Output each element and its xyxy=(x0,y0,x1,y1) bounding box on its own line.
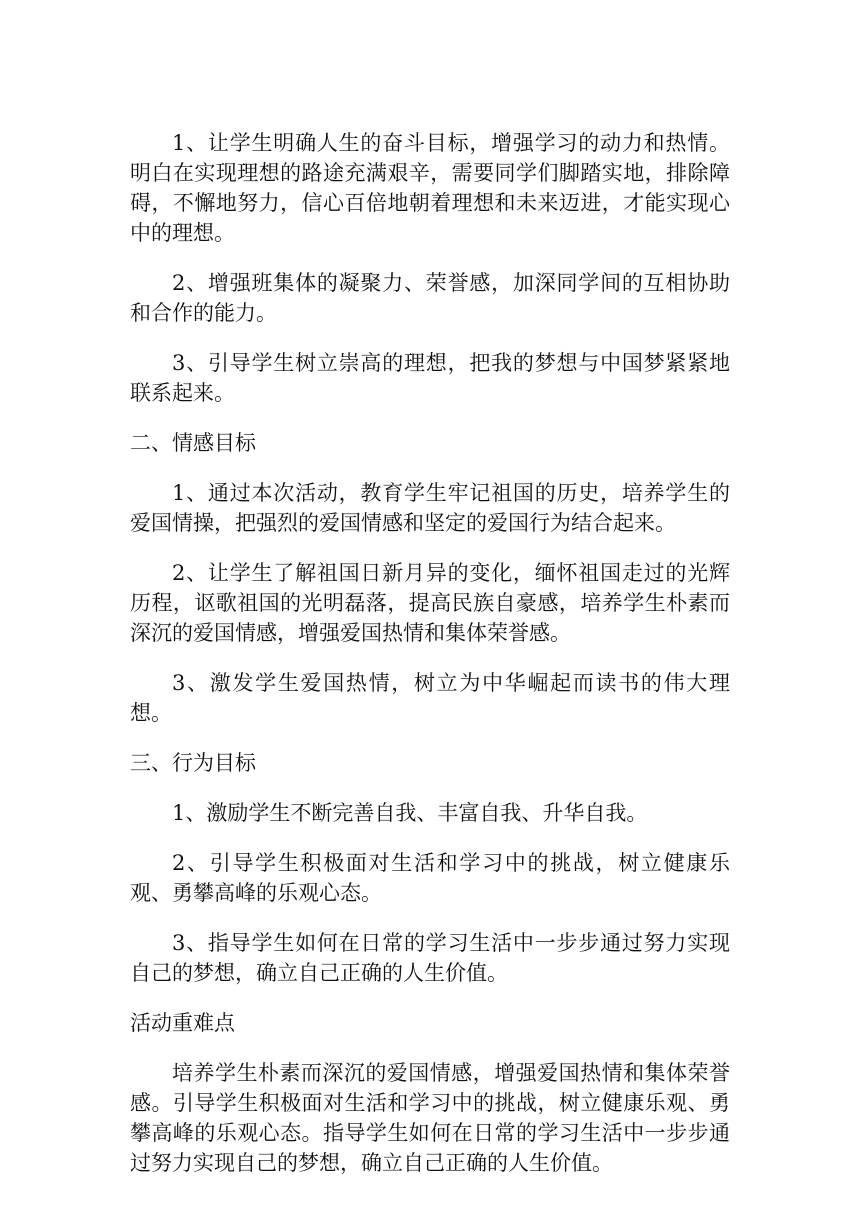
emotion-paragraph-3: 3、激发学生爱国热情，树立为中华崛起而读书的伟大理想。 xyxy=(130,671,730,725)
emotion-paragraph-2: 2、让学生了解祖国日新月异的变化，缅怀祖国走过的光辉历程，讴歌祖国的光明磊落，提高民族自豪感，培养学生朴素而深沉的爱国情感，增强爱国热情和集体荣誉感。 xyxy=(130,561,730,645)
emotion-paragraph-1: 1、通过本次活动，教育学生牢记祖国的历史，培养学生的爱国情操，把强烈的爱国情感和坚定的爱国行为结合起来。 xyxy=(130,481,730,535)
behavior-paragraph-2: 2、引导学生积极面对生活和学习中的挑战，树立健康乐观、勇攀高峰的乐观心态。 xyxy=(130,851,730,905)
key-points-paragraph: 培养学生朴素而深沉的爱国情感，增强爱国热情和集体荣誉感。引导学生积极面对生活和学习中的挑战，树立健康乐观、勇攀高峰的乐观心态。指导学生如何在日常的学习生活中一步步通过努力实现自己的梦想，确立自己正确的人生价值。 xyxy=(130,1061,730,1175)
section-heading-behavior: 三、行为目标 xyxy=(130,751,256,775)
behavior-paragraph-1: 1、激励学生不断完善自我、丰富自我、升华自我。 xyxy=(172,801,648,825)
goal-paragraph-1: 1、让学生明确人生的奋斗目标，增强学习的动力和热情。明白在实现理想的路途充满艰辛，需要同学们脚踏实地，排除障碍，不懈地努力，信心百倍地朝着理想和未来迈进，才能实现心中的理想。 xyxy=(130,131,730,245)
goal-paragraph-3: 3、引导学生树立崇高的理想，把我的梦想与中国梦紧紧地联系起来。 xyxy=(130,351,730,405)
goal-paragraph-2: 2、增强班集体的凝聚力、荣誉感，加深同学间的互相协助和合作的能力。 xyxy=(130,271,730,325)
section-heading-key-points: 活动重难点 xyxy=(130,1011,235,1035)
section-heading-emotion: 二、情感目标 xyxy=(130,431,256,455)
behavior-paragraph-3: 3、指导学生如何在日常的学习生活中一步步通过努力实现自己的梦想，确立自己正确的人生价值。 xyxy=(130,931,730,985)
